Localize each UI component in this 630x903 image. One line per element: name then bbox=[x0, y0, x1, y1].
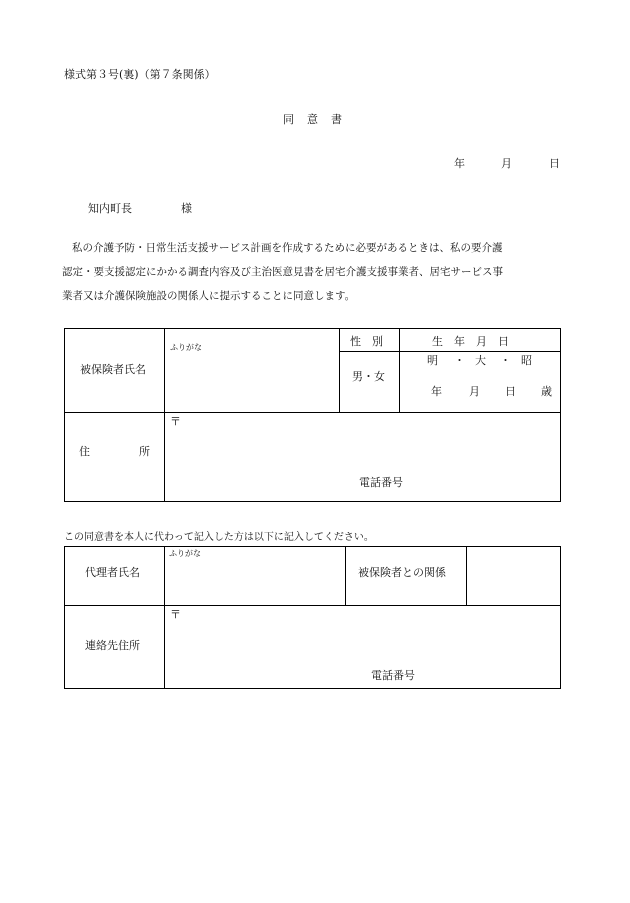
document-title: 同 意 書 bbox=[283, 113, 343, 126]
relation-field[interactable] bbox=[468, 548, 559, 603]
date-month-label: 月 bbox=[501, 157, 512, 170]
sex-col-divider-right bbox=[399, 328, 400, 412]
consent-paragraph bbox=[62, 236, 567, 308]
proxy-row-divider bbox=[64, 605, 561, 606]
proxy-postal-mark: 〒 bbox=[170, 608, 181, 621]
proxy-name-label: 代理者氏名 bbox=[85, 566, 140, 579]
relation-label: 被保険者との関係 bbox=[358, 566, 446, 579]
date-day-label: 日 bbox=[549, 157, 560, 170]
era-taisho[interactable]: 大 bbox=[475, 354, 486, 367]
address-label-a: 住 bbox=[79, 445, 90, 458]
proxy-address-label: 連絡先住所 bbox=[85, 639, 140, 652]
addressee-honorific: 様 bbox=[181, 202, 192, 215]
insured-address-field[interactable] bbox=[166, 428, 558, 470]
postal-mark: 〒 bbox=[170, 415, 181, 428]
sex-header: 性 別 bbox=[350, 335, 383, 348]
birth-year-label: 年 bbox=[431, 385, 442, 398]
era-separator-2: ・ bbox=[500, 354, 511, 367]
relation-divider-left bbox=[345, 546, 346, 605]
address-label-b: 所 bbox=[139, 445, 150, 458]
era-meiji[interactable]: 明 bbox=[427, 354, 438, 367]
proxy-furigana-label: ふりがな bbox=[169, 549, 201, 558]
insured-label-divider bbox=[164, 328, 165, 502]
birth-day-label: 日 bbox=[505, 385, 516, 398]
form-number: 様式第３号(裏)（第７条関係） bbox=[64, 68, 216, 81]
phone-label: 電話番号 bbox=[359, 476, 403, 489]
insured-name-label: 被保険者氏名 bbox=[80, 363, 146, 376]
insured-row-divider bbox=[64, 412, 561, 413]
proxy-address-field[interactable] bbox=[166, 622, 558, 662]
consent-line-2: 認定・要支援認定にかかる調査内容及び主治医意見書を居宅介護支援事業者、居宅サービス事 bbox=[62, 266, 503, 278]
era-showa[interactable]: 昭 bbox=[521, 354, 532, 367]
addressee-name: 知内町長 bbox=[88, 202, 132, 215]
date-year-label: 年 bbox=[454, 157, 465, 170]
age-label: 歳 bbox=[541, 385, 552, 398]
birthdate-header: 生 年 月 日 bbox=[432, 335, 509, 348]
proxy-phone-label: 電話番号 bbox=[371, 669, 415, 682]
insured-name-field[interactable] bbox=[166, 356, 337, 410]
era-separator-1: ・ bbox=[454, 354, 465, 367]
proxy-name-field[interactable] bbox=[166, 560, 343, 603]
insured-table bbox=[64, 328, 561, 502]
sex-option[interactable]: 男・女 bbox=[352, 370, 385, 383]
proxy-instruction: この同意書を本人に代わって記入した方は以下に記入してください。 bbox=[64, 532, 374, 543]
proxy-label-divider bbox=[164, 546, 165, 689]
consent-line-1: 私の介護予防・日常生活支援サービス計画を作成するために必要があるときは、私の要介護 bbox=[72, 242, 503, 254]
insured-furigana-label: ふりがな bbox=[170, 343, 202, 352]
relation-divider-right bbox=[466, 546, 467, 605]
birth-month-label: 月 bbox=[469, 385, 480, 398]
sex-col-divider-left bbox=[339, 328, 340, 412]
consent-line-3: 業者又は介護保険施設の関係人に提示することに同意します。 bbox=[62, 290, 356, 302]
